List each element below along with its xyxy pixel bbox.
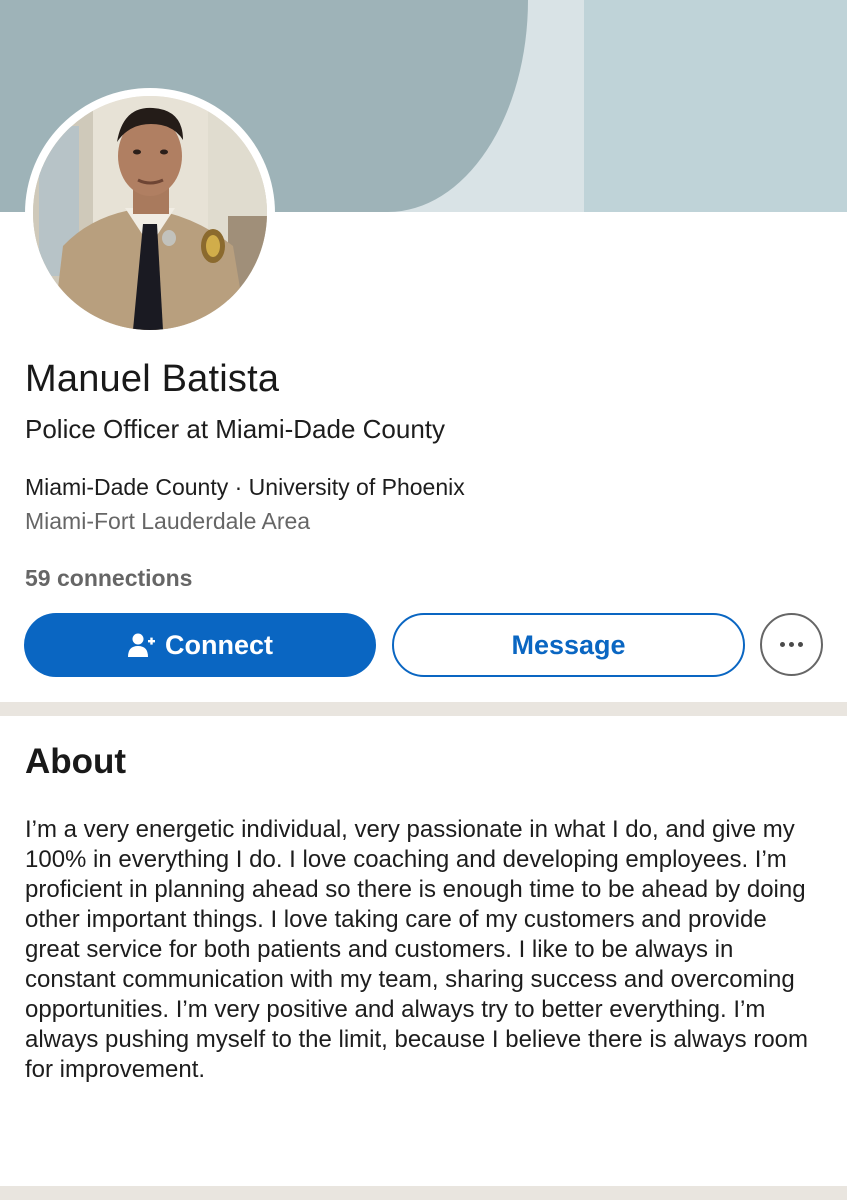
about-title: About (25, 742, 127, 781)
profile-orgs[interactable]: Miami-Dade County · University of Phoenix (25, 474, 465, 500)
profile-location: Miami-Fort Lauderdale Area (25, 508, 311, 534)
connections-count[interactable]: 59 connections (25, 565, 193, 591)
connect-label: Connect (165, 629, 273, 660)
message-label: Message (511, 629, 626, 660)
connect-button[interactable] (24, 613, 376, 677)
section-divider (0, 1186, 847, 1200)
profile-photo (33, 96, 267, 330)
section-divider (0, 702, 847, 716)
more-options-icon (780, 642, 803, 647)
avatar[interactable] (25, 88, 275, 338)
message-button[interactable] (392, 613, 745, 677)
add-person-icon (127, 631, 155, 659)
more-options-button[interactable] (760, 613, 823, 676)
profile-name: Manuel Batista (25, 358, 280, 400)
about-text: I’m a very energetic individual, very passionate in what I do, and give my 100% in everything I do. I love coaching and developing employees. I’m proficient in planning ahead so there is enough time to be ahead by doing other important things. I love taking care of my customers and provide great service for both patients and customers. I like to be always in constant communication with my team, sharing success and overcoming opportunities. I’m very positive and always try to better everything. I’m always pushing myself to the limit, because I believe there is always room for improvement. (25, 816, 809, 1083)
profile-headline: Police Officer at Miami-Dade County (25, 414, 446, 444)
